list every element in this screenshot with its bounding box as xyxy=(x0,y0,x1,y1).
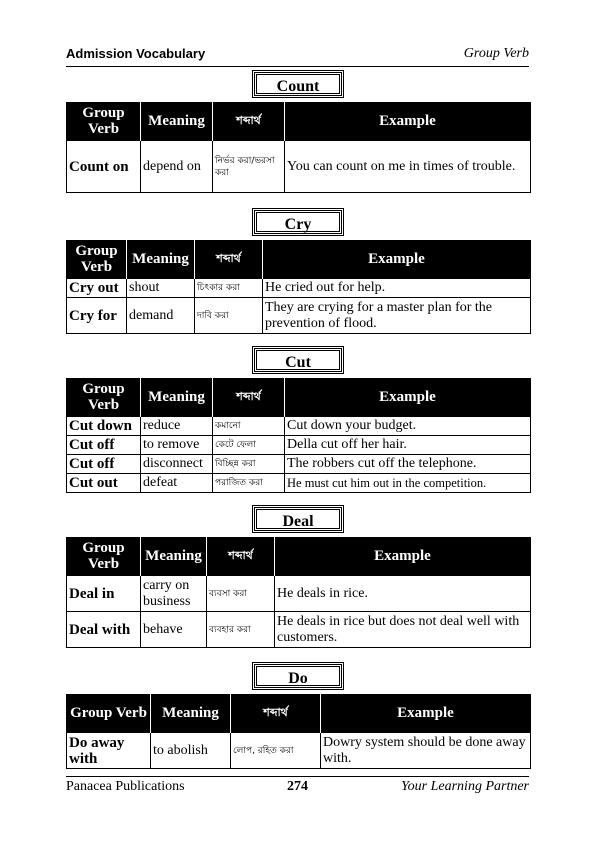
table-header-row xyxy=(67,240,531,279)
section-title: Deal xyxy=(254,507,342,531)
table-row xyxy=(67,417,531,436)
table-row xyxy=(67,474,531,493)
bangla-cell: পরাজিত করা xyxy=(213,474,285,493)
book-title: Admission Vocabulary xyxy=(66,46,206,61)
table-row xyxy=(67,298,531,334)
section-title: Cry xyxy=(254,210,342,234)
col-meaning: Meaning xyxy=(141,537,207,576)
example-cell: Cut down your budget. xyxy=(285,417,531,436)
table-row xyxy=(67,436,531,455)
example-cell: He must cut him out in the competition. xyxy=(285,474,531,493)
page-footer xyxy=(66,779,529,799)
verb-cell: Cry for xyxy=(67,298,127,334)
publisher: Panacea Publications xyxy=(66,779,185,794)
table-row xyxy=(67,576,531,612)
verb-cell: Cut off xyxy=(67,436,141,455)
col-example: Example xyxy=(263,240,531,279)
example-cell: You can count on me in times of trouble. xyxy=(285,141,531,193)
verb-table xyxy=(66,378,531,493)
col-example: Example xyxy=(275,537,531,576)
col-bangla: শব্দার্থ xyxy=(213,378,285,417)
col-bangla: শব্দার্থ xyxy=(213,102,285,141)
meaning-cell: to remove xyxy=(141,436,213,455)
bangla-cell: ব্যবসা করা xyxy=(207,576,275,612)
chapter-title: Group Verb xyxy=(463,46,529,61)
meaning-cell: demand xyxy=(127,298,195,334)
table-header-row xyxy=(67,378,531,417)
col-verb: Group Verb xyxy=(67,240,127,279)
verb-cell: Do away with xyxy=(67,733,151,769)
bangla-cell: কমানো xyxy=(213,417,285,436)
col-meaning: Meaning xyxy=(127,240,195,279)
table-header-row xyxy=(67,694,531,733)
col-example: Example xyxy=(285,378,531,417)
page-header xyxy=(66,46,529,66)
example-cell: He deals in rice but does not deal well with customers. xyxy=(275,612,531,648)
meaning-cell: depend on xyxy=(141,141,213,193)
bangla-cell: কেটে ফেলা xyxy=(213,436,285,455)
section-title: Count xyxy=(254,72,342,96)
table-row xyxy=(67,733,531,769)
example-cell: He deals in rice. xyxy=(275,576,531,612)
table-row xyxy=(67,279,531,298)
bangla-cell: নির্ভর করা/ভরসা করা xyxy=(213,141,285,193)
section-title: Cut xyxy=(254,348,342,372)
col-bangla: শব্দার্থ xyxy=(231,694,321,733)
verb-cell: Cry out xyxy=(67,279,127,298)
verb-table xyxy=(66,102,531,193)
example-cell: Della cut off her hair. xyxy=(285,436,531,455)
table-header-row xyxy=(67,537,531,576)
col-verb: Group Verb xyxy=(67,102,141,141)
example-cell: He cried out for help. xyxy=(263,279,531,298)
example-cell: The robbers cut off the telephone. xyxy=(285,455,531,474)
tagline: Your Learning Partner xyxy=(401,779,529,794)
col-meaning: Meaning xyxy=(151,694,231,733)
table-header-row xyxy=(67,102,531,141)
table-row xyxy=(67,612,531,648)
example-cell: They are crying for a master plan for the prevention of flood. xyxy=(263,298,531,334)
col-meaning: Meaning xyxy=(141,102,213,141)
bangla-cell: দাবি করা xyxy=(195,298,263,334)
meaning-cell: shout xyxy=(127,279,195,298)
verb-cell: Deal in xyxy=(67,576,141,612)
col-bangla: শব্দার্থ xyxy=(195,240,263,279)
header-rule xyxy=(66,66,529,67)
example-cell: Dowry system should be done away with. xyxy=(321,733,531,769)
meaning-cell: disconnect xyxy=(141,455,213,474)
verb-cell: Cut out xyxy=(67,474,141,493)
verb-table xyxy=(66,537,531,648)
meaning-cell: reduce xyxy=(141,417,213,436)
table-row xyxy=(67,455,531,474)
col-bangla: শব্দার্থ xyxy=(207,537,275,576)
bangla-cell: চিৎকার করা xyxy=(195,279,263,298)
col-meaning: Meaning xyxy=(141,378,213,417)
col-example: Example xyxy=(321,694,531,733)
bangla-cell: বিচ্ছিন্ন করা xyxy=(213,455,285,474)
verb-cell: Cut down xyxy=(67,417,141,436)
page-number: 274 xyxy=(287,779,308,794)
col-verb: Group Verb xyxy=(67,378,141,417)
footer-rule xyxy=(66,776,529,777)
table-row xyxy=(67,141,531,193)
bangla-cell: লোপ, রহিত করা xyxy=(231,733,321,769)
verb-cell: Cut off xyxy=(67,455,141,474)
verb-table xyxy=(66,694,531,769)
verb-table xyxy=(66,240,531,334)
section-title: Do xyxy=(254,664,342,688)
verb-cell: Count on xyxy=(67,141,141,193)
col-verb: Group Verb xyxy=(67,694,151,733)
verb-cell: Deal with xyxy=(67,612,141,648)
meaning-cell: behave xyxy=(141,612,207,648)
bangla-cell: ব্যবহার করা xyxy=(207,612,275,648)
col-example: Example xyxy=(285,102,531,141)
meaning-cell: to abolish xyxy=(151,733,231,769)
meaning-cell: carry on business xyxy=(141,576,207,612)
meaning-cell: defeat xyxy=(141,474,213,493)
col-verb: Group Verb xyxy=(67,537,141,576)
